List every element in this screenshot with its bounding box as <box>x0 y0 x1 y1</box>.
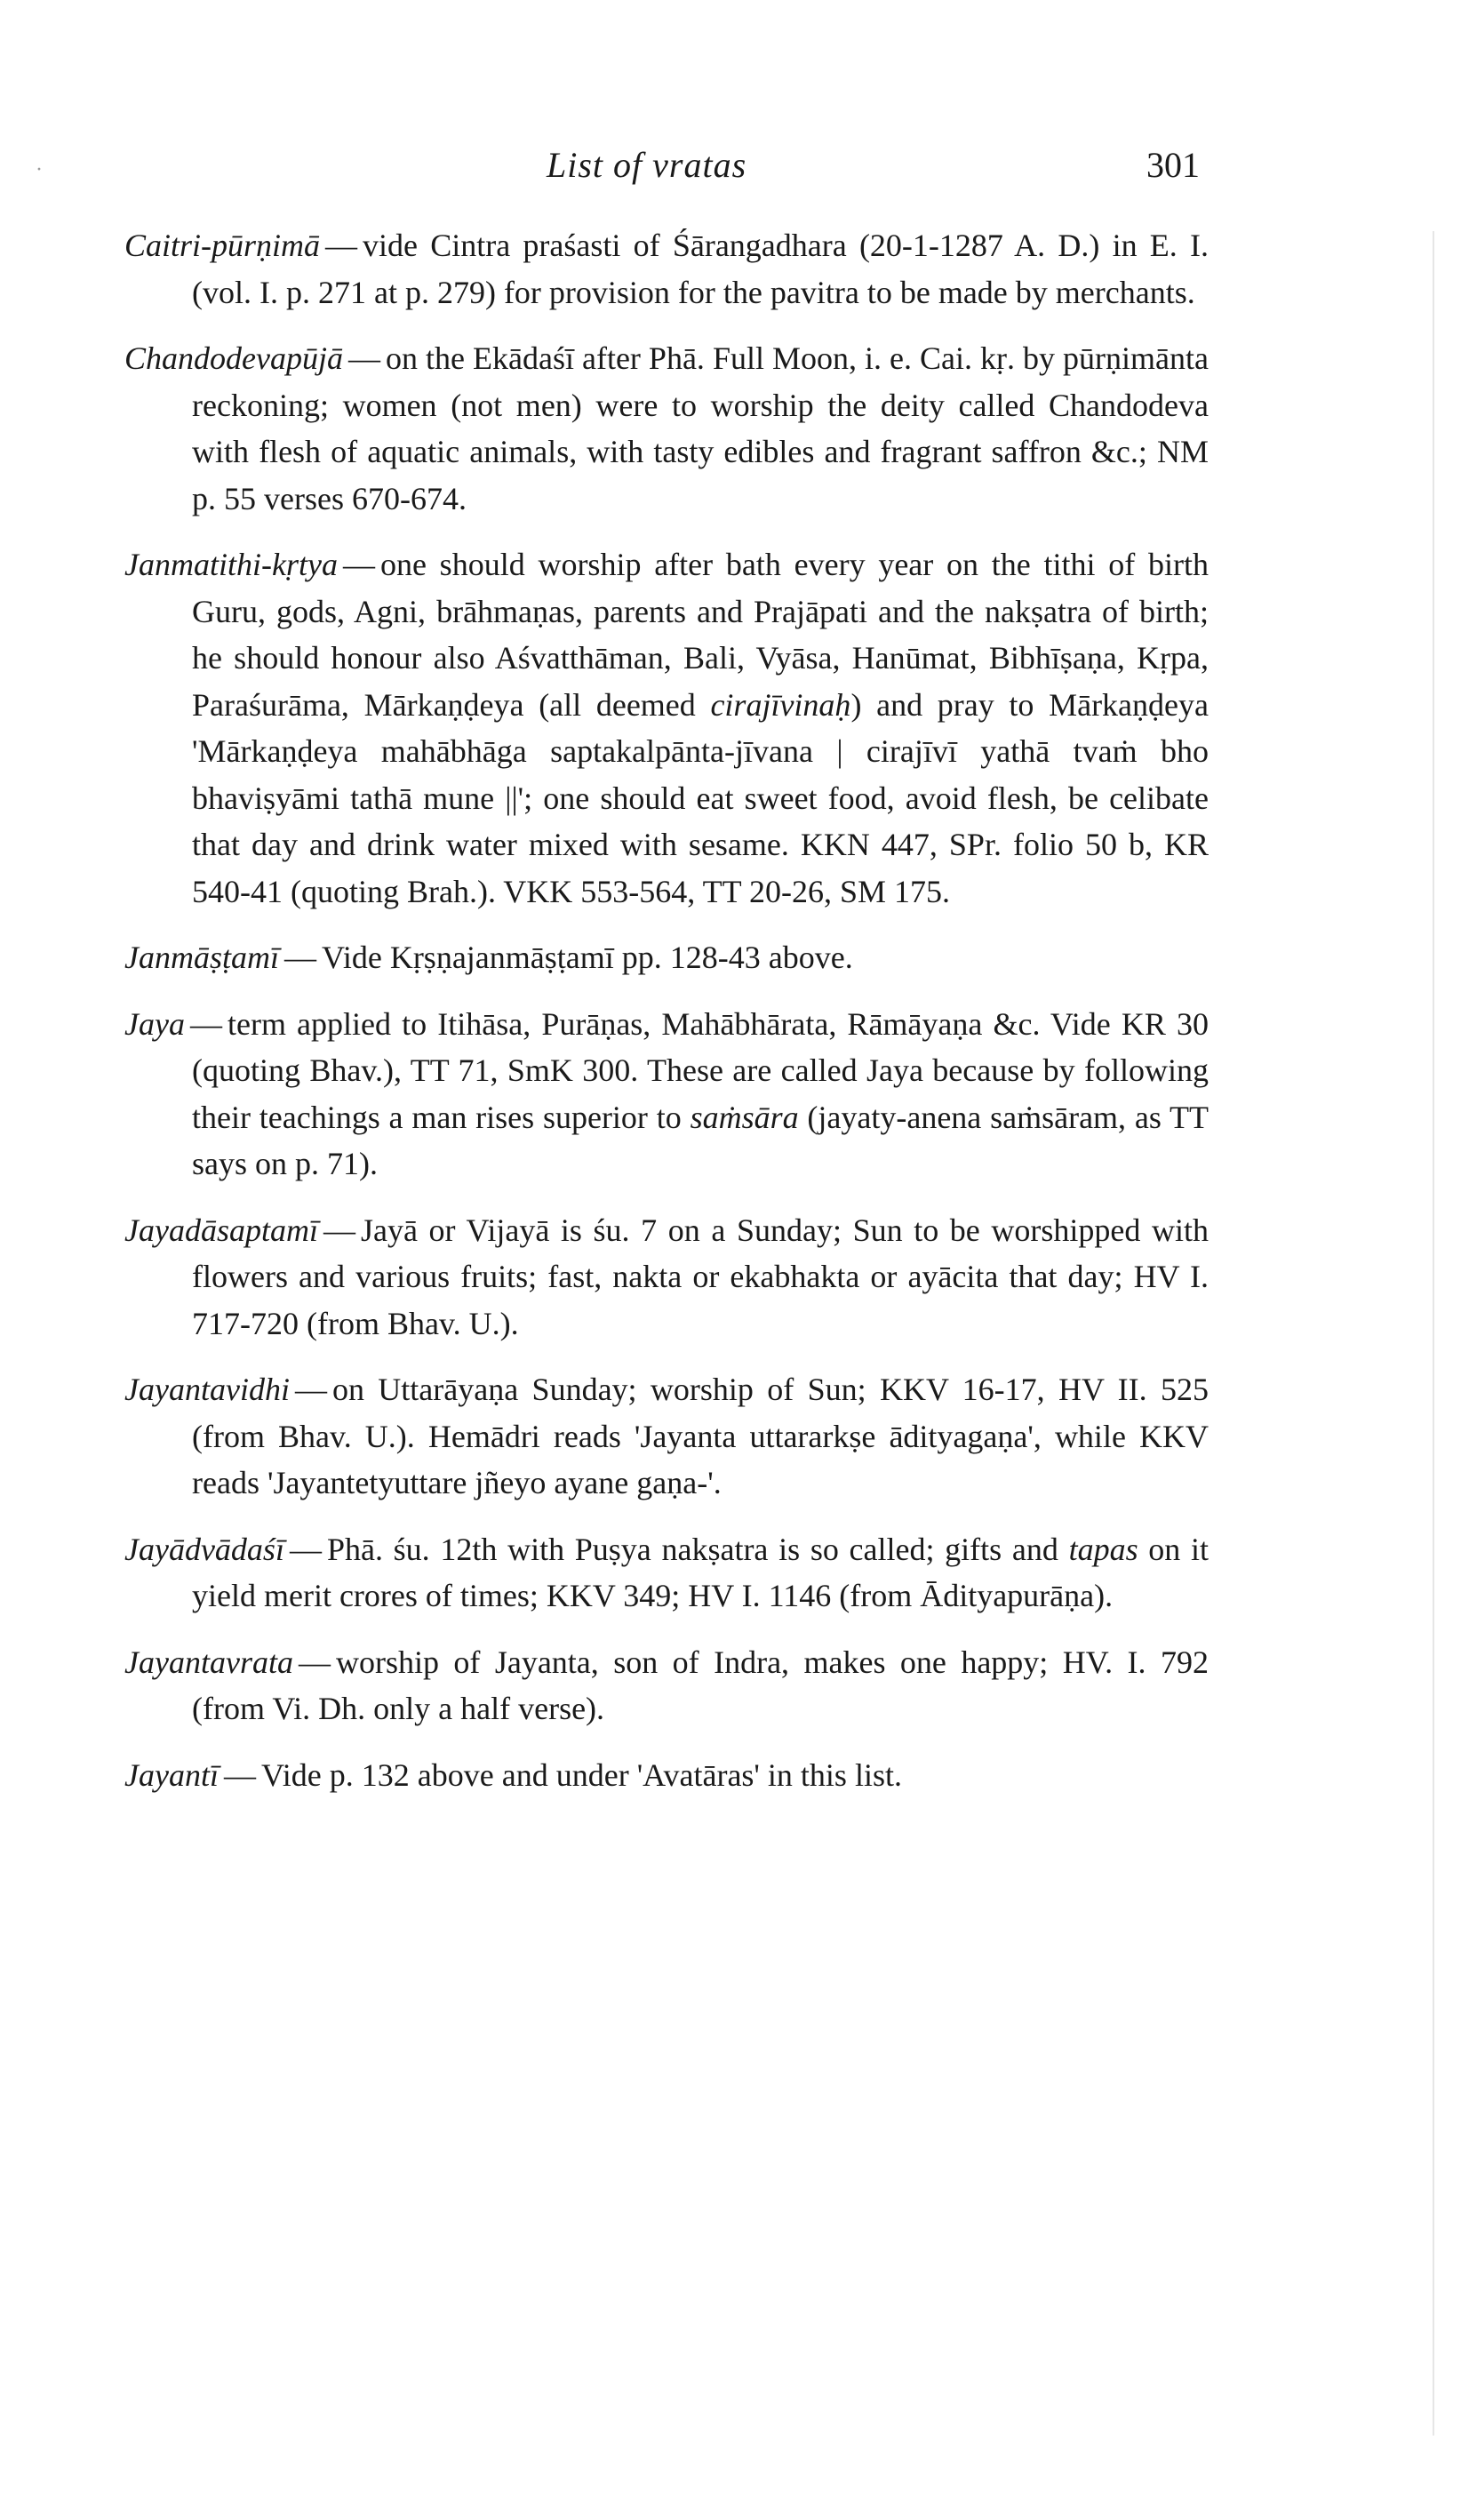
page-header <box>124 133 1200 196</box>
entry-text: one should worship after bath every year on the tithi of birth Guru, gods, Agni, brāhmaṇas, parents and Prajāpati and the nakṣatra of birth; he should honour also Aśvatthāman, Bali, Vyāsa, Hanūmat, Bibhīṣaṇa, Kṛpa, Paraśurāma, Mārkaṇḍeya (all deemed <box>192 547 1209 723</box>
entry-text: (jayaty-anena saṁsāram, as TT says on p. 71). <box>192 1099 1209 1181</box>
entry-text: ) and pray to Mārkaṇḍeya 'Mārkaṇḍeya mahābhāga saptakalpānta-jīvana | cirajīvī yathā tvaṁ bho bhaviṣyāmi tathā mune ||'; one should eat sweet food, avoid flesh, be celibate that day and drink water mixed with sesame. KKN 447, SPr. folio 50 b, KR 540-41 (quoting Brah.). VKK 553-564, TT 20-26, SM 175. <box>192 686 1209 909</box>
entry-jayantavidhi <box>124 1366 1209 1507</box>
entry-chandodevapuja <box>124 335 1209 522</box>
entry-text: Vide Kṛṣṇajanmāṣṭamī pp. 128-43 above. <box>322 940 853 975</box>
page-number: 301 <box>1146 145 1200 185</box>
entry-term: Jayantavrata <box>124 1644 293 1680</box>
entry-term: Jayadāsaptamī <box>124 1212 318 1248</box>
entry-text: on it yield merit crores of times; KKV 349; HV I. 1146 (from Ādityapurāṇa). <box>192 1531 1209 1613</box>
em-dash: — <box>289 1531 322 1567</box>
scan-speck: · <box>36 158 43 181</box>
scan-margin-line <box>1433 231 1434 2436</box>
entry-jayanti <box>124 1752 1209 1799</box>
em-dash: — <box>325 228 358 263</box>
vrata-entry-list <box>124 222 1209 1818</box>
em-dash: — <box>342 547 375 582</box>
entry-text: Jayā or Vijayā is śu. 7 on a Sunday; Sun to be worshipped with flowers and various fruits; fast, nakta or ekabhakta or ayācita that day; HV I. 717-720 (from Bhav. U.). <box>192 1212 1209 1341</box>
entry-jayantavrata <box>124 1639 1209 1732</box>
entry-term: Jaya <box>124 1005 185 1042</box>
em-dash: — <box>347 340 380 376</box>
entry-janmatithi-krtya <box>124 541 1209 915</box>
entry-term: Jayantavidhi <box>124 1372 290 1407</box>
em-dash: — <box>323 1212 355 1248</box>
entry-term: Caitri-pūrṇimā <box>124 228 321 263</box>
entry-text: term applied to Itihāsa, Purāṇas, Mahābhārata, Rāmāyaṇa &c. Vide KR 30 (quoting Bhav.), TT 71, SmK 300. These are called Jaya because by following their teachings a man rises superior to <box>192 1005 1209 1135</box>
entry-text-italic: tapas <box>1068 1531 1138 1567</box>
running-title: List of vratas <box>547 145 747 185</box>
entry-text-italic: saṁsāra <box>690 1099 799 1135</box>
entry-term: Chandodevapūjā <box>124 340 343 376</box>
em-dash: — <box>294 1372 327 1407</box>
entry-text: Phā. śu. 12th with Puṣya nakṣatra is so called; gifts and <box>326 1531 1069 1567</box>
em-dash: — <box>298 1644 331 1680</box>
entry-text: Vide p. 132 above and under 'Avatāras' in this list. <box>260 1756 902 1793</box>
em-dash: — <box>223 1756 256 1793</box>
entry-term: Janmāṣṭamī <box>124 940 279 975</box>
entry-text: vide Cintra praśasti of Śārangadhara (20-1-1287 A. D.) in E. I. (vol. I. p. 271 at p. 279) for provision for the pavitra to be made by merchants. <box>192 228 1209 310</box>
em-dash: — <box>284 940 316 975</box>
entry-jaya <box>124 1001 1209 1188</box>
entry-jayadasaptami <box>124 1207 1209 1348</box>
entry-term: Jayantī <box>124 1756 219 1793</box>
entry-term: Jayādvādaśī <box>124 1531 284 1567</box>
entry-text: worship of Jayanta, son of Indra, makes one happy; HV. I. 792 (from Vi. Dh. only a half verse). <box>192 1644 1209 1726</box>
entry-term: Janmatithi-kṛtya <box>124 547 338 582</box>
entry-caitri-purnima <box>124 222 1209 316</box>
em-dash: — <box>189 1005 222 1042</box>
entry-jayadvadasi <box>124 1526 1209 1620</box>
entry-text-italic: cirajīvinaḥ <box>710 686 851 723</box>
entry-janmastami <box>124 934 1209 981</box>
entry-text: on Uttarāyaṇa Sunday; worship of Sun; KKV 16-17, HV II. 525 (from Bhav. U.). Hemādri reads 'Jayanta uttararkṣe ādityagaṇa', while KKV reads 'Jayantetyuttare jñeyo ayane gaṇa-'. <box>192 1372 1209 1500</box>
entry-text: on the Ekādaśī after Phā. Full Moon, i. e. Cai. kṛ. by pūrṇimānta reckoning; women (not men) were to worship the deity called Chandodeva with flesh of aquatic animals, with tasty edibles and fragrant saffron &c.; NM p. 55 verses 670-674. <box>192 340 1209 516</box>
